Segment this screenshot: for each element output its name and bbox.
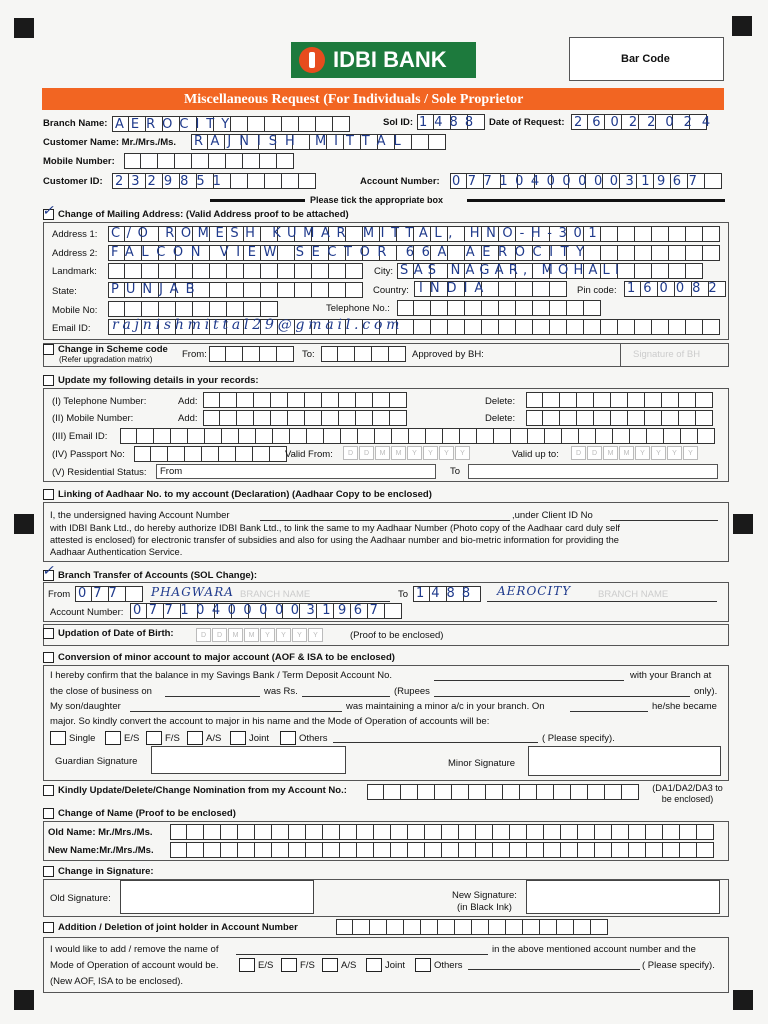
minor-l2a: the close of business on [50, 686, 152, 697]
valid-from-m2: M [391, 446, 406, 460]
update-tel-delete-boxes[interactable] [526, 392, 713, 408]
transfer-to-placeholder: BRANCH NAME [598, 589, 669, 600]
landmark-label: Landmark: [52, 266, 97, 277]
joint-l3: (New AOF, ISA to be enclosed). [50, 976, 184, 987]
aadhaar-line1b: ,under Client ID No [512, 510, 593, 521]
new-name-boxes[interactable] [170, 842, 714, 858]
pincode-label: Pin code: [577, 285, 617, 296]
scheme-from-label: From: [182, 349, 207, 360]
minor-l3a: My son/daughter [50, 701, 121, 712]
residential-label: (V) Residential Status: [52, 467, 147, 478]
dob-m2: M [244, 628, 259, 642]
minor-mode-joint-checkbox[interactable] [230, 731, 246, 745]
corner-mark-br [733, 990, 753, 1010]
name-change-heading: Change of Name (Proof to be enclosed) [58, 808, 236, 819]
scheme-from-boxes[interactable] [209, 346, 294, 362]
valid-from-m1: M [375, 446, 390, 460]
valid-upto-m2: M [619, 446, 634, 460]
city-label: City: [374, 266, 393, 277]
minor-l2d: only). [694, 686, 718, 697]
update-mob-add-label: Add: [178, 413, 198, 424]
corner-mark-ml [14, 514, 34, 534]
account-number-label: Account Number: [360, 176, 440, 187]
date-label: Date of Request: [489, 117, 565, 128]
tick-note-bar-left [210, 199, 305, 202]
aadhaar-line2: with IDBI Bank Ltd., do hereby authorize IDBI Bank Ltd., to link the same to my Aadhaar Number (Photo copy of the Aadhaar card duly self [50, 523, 621, 533]
telephone-boxes[interactable] [397, 300, 601, 316]
corner-mark-bl [14, 990, 34, 1010]
scheme-checkbox[interactable] [43, 344, 54, 355]
minor-account-line[interactable] [434, 680, 624, 681]
signature-change-heading: Change in Signature: [58, 866, 154, 877]
valid-upto-m1: M [603, 446, 618, 460]
date-value: 26022024 [574, 115, 721, 130]
transfer-to-sol: 1488 [416, 586, 478, 601]
customer-id-label: Customer ID: [43, 176, 103, 187]
telephone-label: Telephone No.: [326, 303, 390, 314]
dob-checkbox[interactable] [43, 628, 54, 639]
joint-mode-es: E/S [258, 960, 274, 971]
joint-mode-joint-checkbox[interactable] [366, 958, 382, 972]
branch-transfer-checkmark: ✓ [42, 563, 54, 579]
dob-m1: M [228, 628, 243, 642]
bank-name: IDBI BANK [333, 47, 447, 72]
transfer-account-label: Account Number: [50, 607, 124, 618]
update-email-boxes[interactable] [120, 428, 715, 444]
landmark-boxes[interactable] [108, 263, 363, 279]
joint-holder-checkbox[interactable] [43, 922, 54, 933]
valid-from-y3: Y [439, 446, 454, 460]
joint-others-line[interactable] [468, 969, 640, 970]
minor-mode-as-checkbox[interactable] [187, 731, 203, 745]
guardian-signature-label: Guardian Signature [55, 756, 138, 767]
valid-upto-d1: D [571, 446, 586, 460]
old-signature-box[interactable] [120, 880, 314, 914]
minor-l2c: (Rupees [394, 686, 430, 697]
email-value: rajnishmittal29@gmail.com [112, 317, 404, 333]
transfer-account-value: 0771040000031967 [133, 603, 386, 618]
corner-mark-mr [733, 514, 753, 534]
minor-signature-label: Minor Signature [448, 758, 516, 769]
customer-id-value: 2329851 [115, 174, 229, 189]
joint-account-boxes[interactable] [336, 919, 608, 935]
minor-l3c: he/she became [652, 701, 717, 712]
minor-l1a: I hereby confirm that the balance in my Savings Bank / Term Deposit Account No. [50, 670, 392, 681]
nomination-account-boxes[interactable] [367, 784, 639, 800]
scheme-to-label: To: [302, 349, 315, 360]
dob-note: (Proof to be enclosed) [350, 630, 444, 641]
joint-mode-fs: F/S [300, 960, 315, 971]
joint-specify: ( Please specify). [642, 960, 715, 971]
joint-l1b: in the above mentioned account number and the [492, 944, 696, 955]
transfer-from-line[interactable] [150, 601, 390, 602]
joint-mode-fs-checkbox[interactable] [281, 958, 297, 972]
transfer-to-line[interactable] [487, 601, 717, 602]
aadhaar-checkbox[interactable] [43, 489, 54, 500]
update-tel-delete-label: Delete: [485, 396, 516, 407]
new-signature-box[interactable] [526, 880, 720, 914]
scheme-sub: (Refer upgradation matrix) [59, 355, 153, 364]
mailing-checkmark: ✓ [42, 203, 54, 219]
minor-heading: Conversion of minor account to major account (AOF & ISA to be enclosed) [58, 652, 395, 663]
joint-name-line[interactable] [236, 954, 488, 955]
minor-mode-others-checkbox[interactable] [280, 731, 296, 745]
aadhaar-line1a: I, the undersigned having Account Number [50, 510, 230, 521]
customer-name-label: Customer Name: Mr./Mrs./Ms. [43, 137, 177, 148]
transfer-to-label: To [398, 589, 409, 600]
dob-y4: Y [308, 628, 323, 642]
minor-son-line[interactable] [130, 711, 342, 712]
mailing-address-heading: Change of Mailing Address: (Valid Address proof to be attached) [58, 209, 349, 220]
dob-date-boxes[interactable] [196, 628, 324, 642]
aadhaar-line4: Aadhaar Authentication Service. [50, 547, 183, 557]
minor-l1b: with your Branch at [630, 670, 712, 681]
scheme-to-boxes[interactable] [321, 346, 406, 362]
new-signature-sub: (in Black Ink) [457, 902, 512, 913]
update-mob-label: (II) Mobile Number: [52, 413, 134, 424]
minor-l2b: was Rs. [264, 686, 298, 697]
branch-name-label: Branch Name: [43, 118, 108, 129]
valid-upto-date[interactable] [571, 446, 699, 460]
minor-date-line[interactable] [165, 696, 260, 697]
update-tel-add-label: Add: [178, 396, 198, 407]
customer-name-value: RAJNISH MITTAL [194, 134, 409, 149]
address1-label: Address 1: [52, 229, 98, 240]
minor-mode-single-checkbox[interactable] [50, 731, 66, 745]
residential-to-box[interactable] [468, 464, 718, 479]
dob-y3: Y [292, 628, 307, 642]
nomination-checkbox[interactable] [43, 785, 54, 796]
joint-mode-as: A/S [341, 960, 357, 971]
transfer-from-branch: PHAGWARA [151, 585, 234, 599]
country-value: INDIA [419, 281, 491, 296]
aadhaar-account-line[interactable] [260, 520, 510, 521]
valid-from-y1: Y [407, 446, 422, 460]
old-name-label: Old Name: Mr./Mrs./Ms. [48, 827, 153, 838]
joint-mode-as-checkbox[interactable] [322, 958, 338, 972]
minor-checkbox[interactable] [43, 652, 54, 663]
city-value: SAS NAGAR, MOHALI [400, 263, 625, 278]
minor-mode-joint: Joint [249, 733, 270, 744]
joint-mode-others-checkbox[interactable] [415, 958, 431, 972]
signature-change-checkbox[interactable] [43, 866, 54, 877]
transfer-to-branch: AEROCITY [497, 584, 572, 598]
aadhaar-line3: attested is enclosed) for electronic transfer of subsidies and also for using the Aadhaar number and bio-metric information for providing the [50, 535, 619, 545]
minor-rupees-line[interactable] [434, 696, 690, 697]
corner-mark-tl [14, 18, 34, 38]
new-name-label: New Name:Mr./Mrs./Ms. [48, 845, 154, 856]
minor-mode-single: Single [69, 733, 96, 744]
mobile-number-label: Mobile Number: [43, 156, 115, 167]
valid-upto-label: Valid up to: [512, 449, 559, 460]
branch-transfer-heading: Branch Transfer of Accounts (SOL Change): [58, 570, 257, 581]
form-title: Miscellaneous Request (For Individuals / Sole Proprietor [184, 92, 524, 107]
joint-holder-heading: Addition / Deletion of joint holder in Account Number [58, 922, 298, 933]
state-value: PUNJAB [111, 282, 202, 297]
dob-d2: D [212, 628, 227, 642]
bank-logo-icon [299, 47, 325, 73]
sol-id-value: 1488 [419, 115, 481, 130]
update-email-label: (III) Email ID: [52, 431, 108, 442]
mailing-mobile-boxes[interactable] [108, 301, 278, 317]
residential-from-label: From [160, 466, 183, 477]
minor-others-line[interactable] [333, 742, 538, 743]
joint-mode-joint: Joint [385, 960, 406, 971]
approved-label: Approved by BH: [412, 349, 484, 360]
address1-value: C/O ROMESH KUMAR MITTAL, HNO-H-301 [111, 226, 604, 241]
joint-l2a: Mode of Operation of account would be. [50, 960, 219, 971]
minor-mode-fs: F/S [165, 733, 180, 744]
mobile-number-boxes[interactable] [124, 153, 294, 169]
residential-to-label: To [450, 466, 461, 477]
joint-mode-es-checkbox[interactable] [239, 958, 255, 972]
update-tel-label: (I) Telephone Number: [52, 396, 147, 407]
state-label: State: [52, 286, 77, 297]
valid-from-date[interactable] [343, 446, 471, 460]
joint-mode-others: Others [434, 960, 463, 971]
valid-upto-y1: Y [635, 446, 650, 460]
bank-logo [291, 42, 476, 78]
update-mob-delete-boxes[interactable] [526, 410, 713, 426]
minor-mode-others: Others [299, 733, 328, 744]
transfer-from-sol: 077 [78, 586, 124, 601]
valid-upto-y2: Y [651, 446, 666, 460]
minor-rs-line[interactable] [302, 696, 390, 697]
valid-from-y2: Y [423, 446, 438, 460]
minor-mode-es: E/S [124, 733, 140, 744]
minor-on-line[interactable] [570, 711, 648, 712]
dob-heading: Updation of Date of Birth: [58, 628, 174, 639]
email-label: Email ID: [52, 323, 91, 334]
dob-y1: Y [260, 628, 275, 642]
valid-from-d2: D [359, 446, 374, 460]
pincode-value: 160082 [627, 281, 725, 296]
update-mob-delete-label: Delete: [485, 413, 516, 424]
valid-upto-y4: Y [683, 446, 698, 460]
minor-l4: major. So kindly convert the account to major in his name and the Mode of Operation of accounts will be: [50, 716, 490, 727]
valid-from-y4: Y [455, 446, 470, 460]
passport-boxes[interactable] [134, 446, 287, 462]
minor-mode-es-checkbox[interactable] [105, 731, 121, 745]
minor-l3b: was maintaining a minor a/c in your branch. On [346, 701, 545, 712]
valid-upto-y3: Y [667, 446, 682, 460]
account-number-value: 0771040000031967 [452, 174, 705, 189]
minor-specify: ( Please specify). [542, 733, 615, 744]
address2-label: Address 2: [52, 248, 98, 259]
aadhaar-heading: Linking of Aadhaar No. to my account (Declaration) (Aadhaar Copy to be enclosed) [58, 489, 432, 500]
tick-note-bar-right [467, 199, 725, 202]
passport-label: (IV) Passport No: [52, 449, 125, 460]
branch-name-value: AEROCITY [115, 117, 237, 132]
bh-signature-label: Signature of BH [633, 349, 701, 360]
update-mob-add-boxes[interactable] [203, 410, 407, 426]
update-details-checkbox[interactable] [43, 375, 54, 386]
transfer-from-label: From [48, 589, 71, 600]
nomination-note: (DA1/DA2/DA3 to be enclosed) [652, 783, 723, 804]
name-change-checkbox[interactable] [43, 808, 54, 819]
minor-signature-box[interactable] [528, 746, 721, 776]
valid-from-label: Valid From: [285, 449, 333, 460]
valid-upto-d2: D [587, 446, 602, 460]
minor-mode-fs-checkbox[interactable] [146, 731, 162, 745]
guardian-signature-box[interactable] [151, 746, 346, 774]
new-signature-label: New Signature: [452, 890, 517, 901]
scheme-heading: Change in Scheme code [58, 344, 168, 355]
tick-note: Please tick the appropriate box [310, 195, 444, 205]
valid-from-d1: D [343, 446, 358, 460]
minor-mode-as: A/S [206, 733, 222, 744]
update-details-heading: Update my following details in your records: [58, 375, 259, 386]
address2-value: FALCON VIEW SECTOR 66A AEROCITY [111, 245, 592, 260]
sol-id-label: Sol ID: [383, 117, 414, 128]
old-name-boxes[interactable] [170, 824, 714, 840]
update-tel-add-boxes[interactable] [203, 392, 407, 408]
aadhaar-client-line[interactable] [610, 520, 718, 521]
corner-mark-tr [732, 16, 752, 36]
barcode-label: Bar Code [621, 53, 670, 65]
old-signature-label: Old Signature: [50, 893, 111, 904]
dob-y2: Y [276, 628, 291, 642]
joint-l1a: I would like to add / remove the name of [50, 944, 219, 955]
nomination-heading: Kindly Update/Delete/Change Nomination from my Account No.: [58, 785, 347, 796]
transfer-from-placeholder: BRANCH NAME [240, 589, 311, 600]
dob-d1: D [196, 628, 211, 642]
mailing-mobile-label: Mobile No: [52, 305, 98, 316]
country-label: Country: [373, 285, 409, 296]
residential-from-box[interactable] [156, 464, 436, 479]
